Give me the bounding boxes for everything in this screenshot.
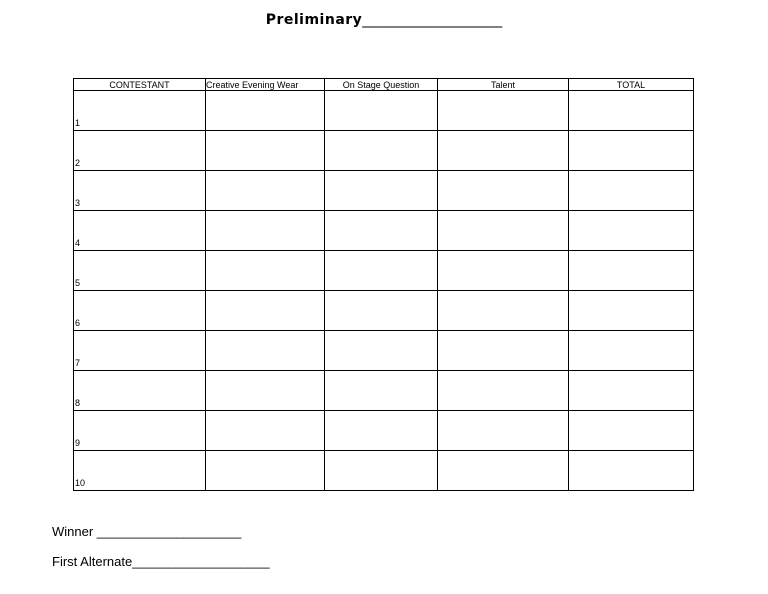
table-row — [74, 91, 694, 131]
total-cell — [569, 91, 694, 131]
table-row — [74, 451, 694, 491]
table-row — [74, 331, 694, 371]
on-stage-question-cell — [325, 211, 438, 251]
on-stage-question-cell — [325, 91, 438, 131]
contestant-number-cell: 7 — [74, 331, 206, 371]
creative-evening-wear-cell — [206, 211, 325, 251]
total-cell — [569, 371, 694, 411]
creative-evening-wear-cell — [206, 171, 325, 211]
header-on-stage-question: On Stage Question — [325, 79, 438, 91]
talent-cell — [438, 331, 569, 371]
talent-cell — [438, 411, 569, 451]
creative-evening-wear-cell — [206, 371, 325, 411]
creative-evening-wear-cell — [206, 331, 325, 371]
total-cell — [569, 451, 694, 491]
winner-line — [52, 524, 241, 539]
talent-cell — [438, 451, 569, 491]
on-stage-question-cell — [325, 131, 438, 171]
total-cell — [569, 251, 694, 291]
talent-cell — [438, 211, 569, 251]
score-table — [73, 78, 694, 491]
table-row — [74, 211, 694, 251]
contestant-number-cell: 10 — [74, 451, 206, 491]
talent-cell — [438, 171, 569, 211]
contestant-number-cell: 6 — [74, 291, 206, 331]
on-stage-question-cell — [325, 371, 438, 411]
total-cell — [569, 211, 694, 251]
talent-cell — [438, 251, 569, 291]
contestant-number-cell: 2 — [74, 131, 206, 171]
contestant-number-cell: 1 — [74, 91, 206, 131]
title-text: Preliminary — [265, 12, 363, 28]
on-stage-question-cell — [325, 331, 438, 371]
on-stage-question-cell — [325, 251, 438, 291]
on-stage-question-cell — [325, 411, 438, 451]
creative-evening-wear-cell — [206, 291, 325, 331]
on-stage-question-cell — [325, 291, 438, 331]
talent-cell — [438, 131, 569, 171]
total-cell — [569, 411, 694, 451]
header-talent: Talent — [438, 79, 569, 91]
header-total: TOTAL — [569, 79, 694, 91]
winner-label: Winner — [52, 524, 94, 539]
winner-blank: ____________________ — [93, 524, 242, 539]
creative-evening-wear-cell — [206, 251, 325, 291]
header-creative-evening-wear: Creative Evening Wear — [206, 79, 325, 91]
talent-cell — [438, 371, 569, 411]
total-cell — [569, 291, 694, 331]
table-row — [74, 251, 694, 291]
table-row — [74, 131, 694, 171]
total-cell — [569, 131, 694, 171]
table-row — [74, 411, 694, 451]
header-contestant: CONTESTANT — [74, 79, 206, 91]
header-row — [74, 79, 694, 91]
table-row — [74, 371, 694, 411]
talent-cell — [438, 91, 569, 131]
score-table-body — [74, 91, 694, 491]
contestant-number-cell: 8 — [74, 371, 206, 411]
title-blank-line: ____________________ — [362, 12, 503, 28]
creative-evening-wear-cell — [206, 451, 325, 491]
page-title — [0, 12, 768, 28]
creative-evening-wear-cell — [206, 131, 325, 171]
contestant-number-cell: 3 — [74, 171, 206, 211]
first-alternate-blank: ___________________ — [132, 554, 270, 569]
first-alternate-line — [52, 554, 270, 569]
first-alternate-label: First Alternate — [52, 554, 133, 569]
creative-evening-wear-cell — [206, 91, 325, 131]
contestant-number-cell: 9 — [74, 411, 206, 451]
talent-cell — [438, 291, 569, 331]
contestant-number-cell: 4 — [74, 211, 206, 251]
table-row — [74, 171, 694, 211]
total-cell — [569, 331, 694, 371]
creative-evening-wear-cell — [206, 411, 325, 451]
on-stage-question-cell — [325, 451, 438, 491]
contestant-number-cell: 5 — [74, 251, 206, 291]
total-cell — [569, 171, 694, 211]
table-row — [74, 291, 694, 331]
on-stage-question-cell — [325, 171, 438, 211]
